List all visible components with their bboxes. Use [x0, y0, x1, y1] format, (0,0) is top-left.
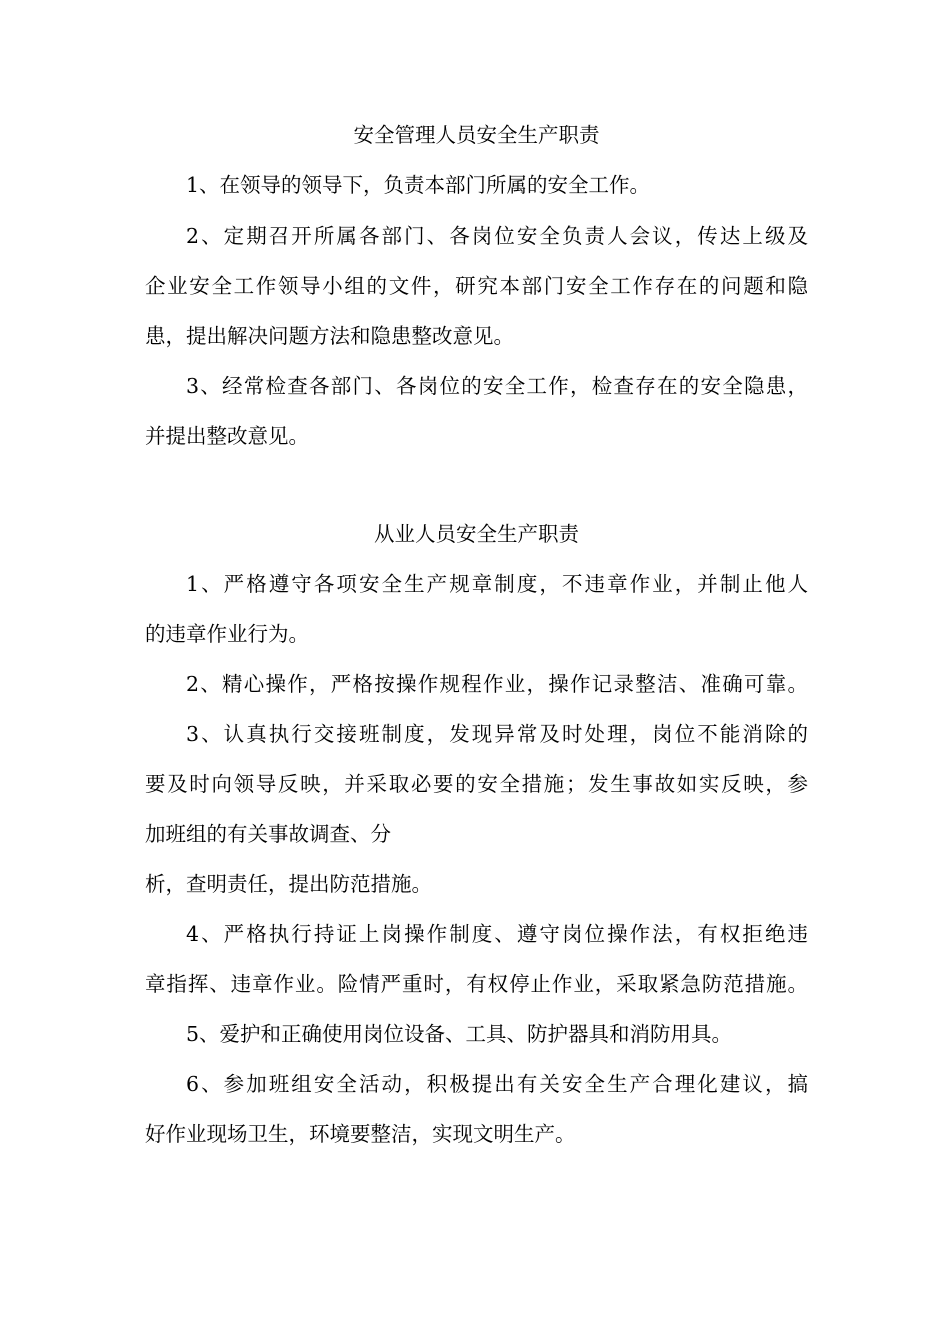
section1-title: 安全管理人员安全生产职责 [353, 123, 600, 147]
section2-item-6-line-2: 好作业现场卫生，环境要整洁，实现文明生产。 [145, 1122, 576, 1146]
section2-item-5: 5、爱护和正确使用岗位设备、工具、防护器具和消防用具。 [186, 1022, 733, 1046]
section2-title: 从业人员安全生产职责 [374, 522, 579, 546]
section2-item-1-line-1: 1、严格遵守各项安全生产规章制度，不违章作业，并制止他人 [186, 572, 808, 596]
section1-item-3-line-1: 3、经常检查各部门、各岗位的安全工作，检查存在的安全隐患， [186, 374, 808, 398]
section2-item-6-line-1: 6、参加班组安全活动，积极提出有关安全生产合理化建议，搞 [186, 1072, 808, 1096]
section2-item-3-line-3: 加班组的有关事故调查、分 [145, 822, 391, 846]
section1-item-2-line-3: 患，提出解决问题方法和隐患整改意见。 [145, 324, 514, 348]
section2-item-1-line-2: 的违章作业行为。 [145, 622, 309, 646]
section1-item-1: 1、在领导的领导下，负责本部门所属的安全工作。 [186, 173, 651, 197]
section2-item-2: 2、精心操作，严格按操作规程作业，操作记录整洁、准确可靠。 [186, 672, 808, 696]
section2-item-4-line-1: 4、严格执行持证上岗操作制度、遵守岗位操作法，有权拒绝违 [186, 922, 808, 946]
section2-item-3-line-2: 要及时向领导反映，并采取必要的安全措施；发生事故如实反映，参 [145, 772, 808, 796]
section1-item-2-line-1: 2、定期召开所属各部门、各岗位安全负责人会议，传达上级及 [186, 224, 808, 248]
section1-item-3-line-2: 并提出整改意见。 [145, 424, 309, 448]
section2-item-3-line-1: 3、认真执行交接班制度，发现异常及时处理，岗位不能消除的 [186, 722, 808, 746]
section2-item-4-line-2: 章指挥、违章作业。险情严重时，有权停止作业，采取紧急防范措施。 [145, 972, 808, 996]
section2-item-3-line-4: 析，查明责任，提出防范措施。 [145, 872, 432, 896]
section1-item-2-line-2: 企业安全工作领导小组的文件，研究本部门安全工作存在的问题和隐 [145, 274, 808, 298]
